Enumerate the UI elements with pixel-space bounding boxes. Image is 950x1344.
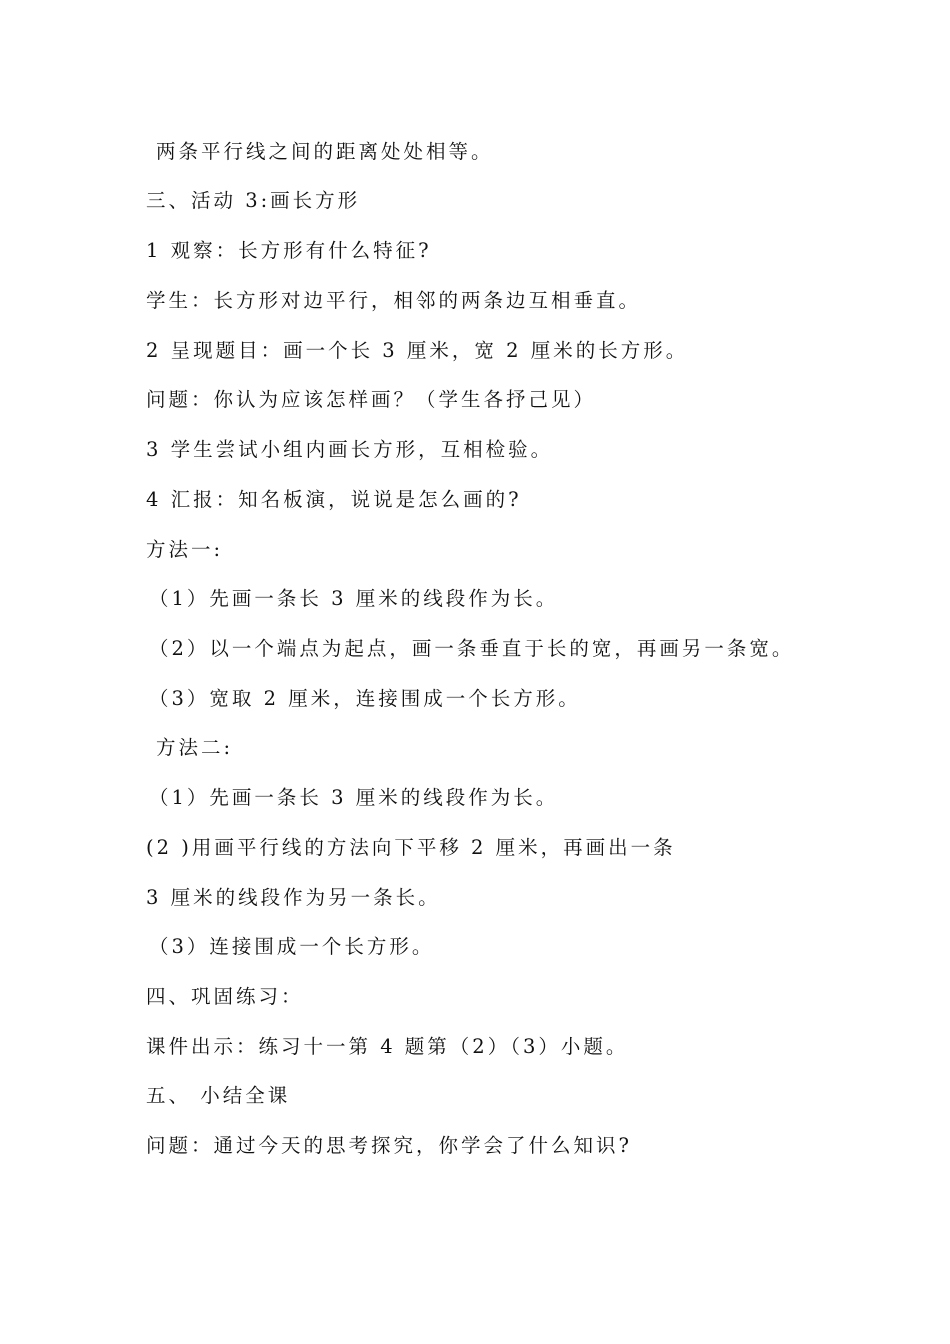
section-heading: 五、 小结全课 — [146, 1084, 291, 1107]
text-line: （3）连接围成一个长方形。 — [149, 935, 435, 958]
text-line: 两条平行线之间的距离处处相等。 — [156, 140, 494, 163]
text-line: 1 观察：长方形有什么特征? — [146, 239, 432, 262]
text-line: 4 汇报：知名板演，说说是怎么画的? — [146, 488, 522, 511]
text-line: 问题：通过今天的思考探究，你学会了什么知识? — [146, 1134, 632, 1157]
text-line: （2）以一个端点为起点，画一条垂直于长的宽，再画另一条宽。 — [149, 637, 795, 660]
text-line: （1）先画一条长 3 厘米的线段作为长。 — [149, 587, 559, 610]
text-line: 2 呈现题目：画一个长 3 厘米，宽 2 厘米的长方形。 — [146, 339, 689, 362]
text-line: 3 学生尝试小组内画长方形，互相检验。 — [146, 438, 554, 461]
text-line: (2 )用画平行线的方法向下平移 2 厘米，再画出一条 — [146, 836, 676, 859]
text-line: （3）宽取 2 厘米，连接围成一个长方形。 — [149, 687, 581, 710]
text-line: 3 厘米的线段作为另一条长。 — [146, 886, 441, 909]
method-heading: 方法二: — [156, 736, 234, 759]
section-heading: 四、巩固练习： — [146, 985, 304, 1008]
text-line: （1）先画一条长 3 厘米的线段作为长。 — [149, 786, 559, 809]
section-heading: 三、活动 3:画长方形 — [146, 189, 361, 212]
text-line: 问题：你认为应该怎样画？（学生各抒己见） — [146, 388, 597, 411]
text-line: 课件出示：练习十一第 4 题第（2）（3）小题。 — [146, 1035, 629, 1058]
text-line: 学生：长方形对边平行，相邻的两条边互相垂直。 — [146, 289, 642, 312]
method-heading: 方法一: — [146, 538, 224, 561]
